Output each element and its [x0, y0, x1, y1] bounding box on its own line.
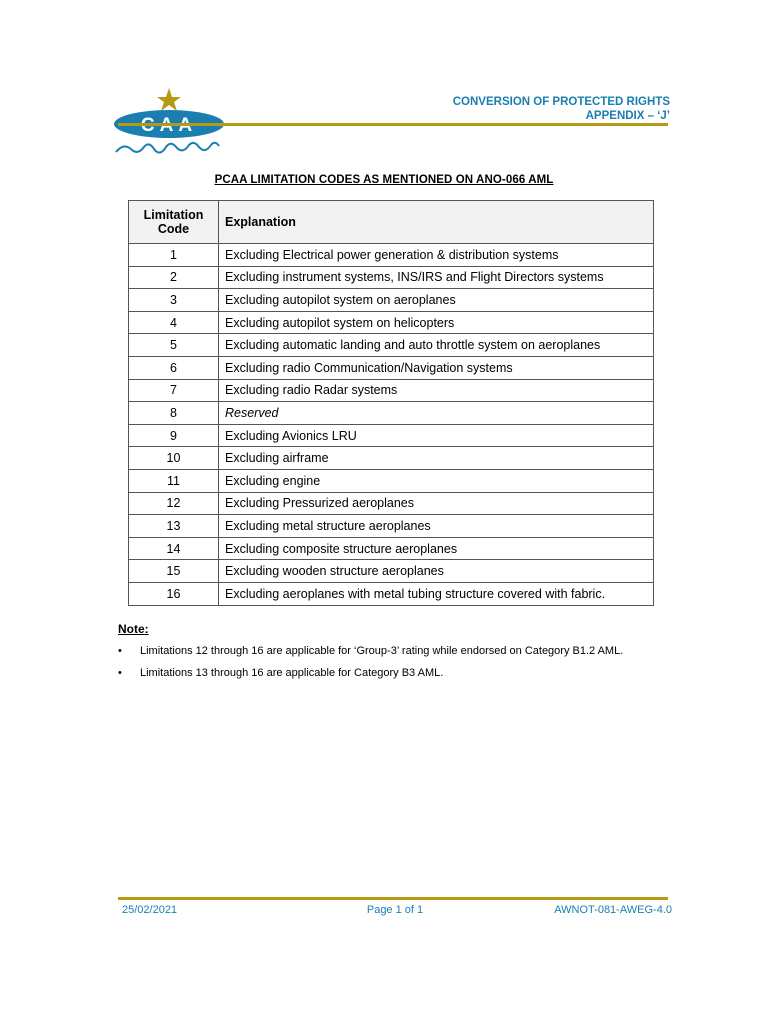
table-row — [129, 424, 654, 447]
table-row — [129, 356, 654, 379]
limitation-code-cell: 12 — [129, 492, 219, 515]
limitation-code-cell: 15 — [129, 560, 219, 583]
header-title: CONVERSION OF PROTECTED RIGHTS — [452, 96, 670, 108]
table-row — [129, 469, 654, 492]
table-row — [129, 515, 654, 538]
note-item: • Limitations 13 through 16 are applicable for Category B3 AML. — [118, 662, 623, 684]
explanation-cell: Excluding Electrical power generation & distribution systems — [219, 244, 654, 267]
explanation-cell: Excluding radio Communication/Navigation systems — [219, 356, 654, 379]
bullet-icon: • — [118, 667, 122, 679]
urdu-script-icon — [116, 143, 219, 153]
note-list — [118, 640, 623, 684]
table-row — [129, 537, 654, 560]
header-titles — [453, 95, 670, 123]
caa-logo — [112, 86, 232, 166]
limitation-code-cell: 13 — [129, 515, 219, 538]
table-row — [129, 311, 654, 334]
explanation-cell: Excluding automatic landing and auto throttle system on aeroplanes — [219, 334, 654, 357]
limitation-code-cell: 5 — [129, 334, 219, 357]
limitation-code-cell: 10 — [129, 447, 219, 470]
explanation-cell: Excluding radio Radar systems — [219, 379, 654, 402]
explanation-cell: Excluding Pressurized aeroplanes — [219, 492, 654, 515]
limitation-code-cell: 4 — [129, 311, 219, 334]
table-row — [129, 334, 654, 357]
header-appendix: APPENDIX – ‘J’ — [585, 110, 670, 122]
header-rule — [118, 123, 668, 126]
table-row — [129, 244, 654, 267]
explanation-cell: Excluding engine — [219, 469, 654, 492]
limitation-code-cell: 2 — [129, 266, 219, 289]
limitation-code-cell: 14 — [129, 537, 219, 560]
document-title: PCAA LIMITATION CODES AS MENTIONED ON ANO-066 AML — [214, 174, 554, 186]
limitation-code-cell: 7 — [129, 379, 219, 402]
footer-page-number: Page 1 of 1 — [366, 904, 424, 916]
explanation-cell: Excluding wooden structure aeroplanes — [219, 560, 654, 583]
limitation-code-cell: 16 — [129, 582, 219, 605]
limitation-code-cell: 8 — [129, 402, 219, 425]
explanation-cell: Excluding Avionics LRU — [219, 424, 654, 447]
table-row — [129, 582, 654, 605]
explanation-cell: Excluding autopilot system on helicopters — [219, 311, 654, 334]
limitation-code-cell: 11 — [129, 469, 219, 492]
header-explanation: Explanation — [219, 201, 654, 244]
table-row — [129, 560, 654, 583]
explanation-cell: Reserved — [219, 402, 654, 425]
limitation-code-cell: 6 — [129, 356, 219, 379]
table-row — [129, 402, 654, 425]
note-item: • Limitations 12 through 16 are applicable for ‘Group-3’ rating while endorsed on Category B1.2 AML. — [118, 640, 623, 662]
explanation-cell: Excluding autopilot system on aeroplanes — [219, 289, 654, 312]
table-row — [129, 289, 654, 312]
footer-document-id: AWNOT-081-AWEG-4.0 — [554, 904, 672, 916]
table-header-row — [129, 201, 654, 244]
limitation-codes-table — [128, 200, 654, 606]
table-row — [129, 447, 654, 470]
explanation-cell: Excluding instrument systems, INS/IRS and Flight Directors systems — [219, 266, 654, 289]
bullet-icon: • — [118, 645, 122, 657]
table-row — [129, 266, 654, 289]
explanation-cell: Excluding composite structure aeroplanes — [219, 537, 654, 560]
table-row — [129, 492, 654, 515]
star-icon — [157, 88, 181, 111]
note-heading: Note: — [118, 622, 149, 636]
explanation-cell: Excluding airframe — [219, 447, 654, 470]
limitation-code-cell: 9 — [129, 424, 219, 447]
explanation-cell: Excluding metal structure aeroplanes — [219, 515, 654, 538]
limitation-code-cell: 3 — [129, 289, 219, 312]
explanation-cell: Excluding aeroplanes with metal tubing structure covered with fabric. — [219, 582, 654, 605]
table-row — [129, 379, 654, 402]
limitation-code-cell: 1 — [129, 244, 219, 267]
footer-date: 25/02/2021 — [122, 904, 178, 916]
table-body — [129, 244, 654, 606]
header-limitation-code: Limitation Code — [129, 201, 219, 244]
footer-rule — [118, 897, 668, 900]
